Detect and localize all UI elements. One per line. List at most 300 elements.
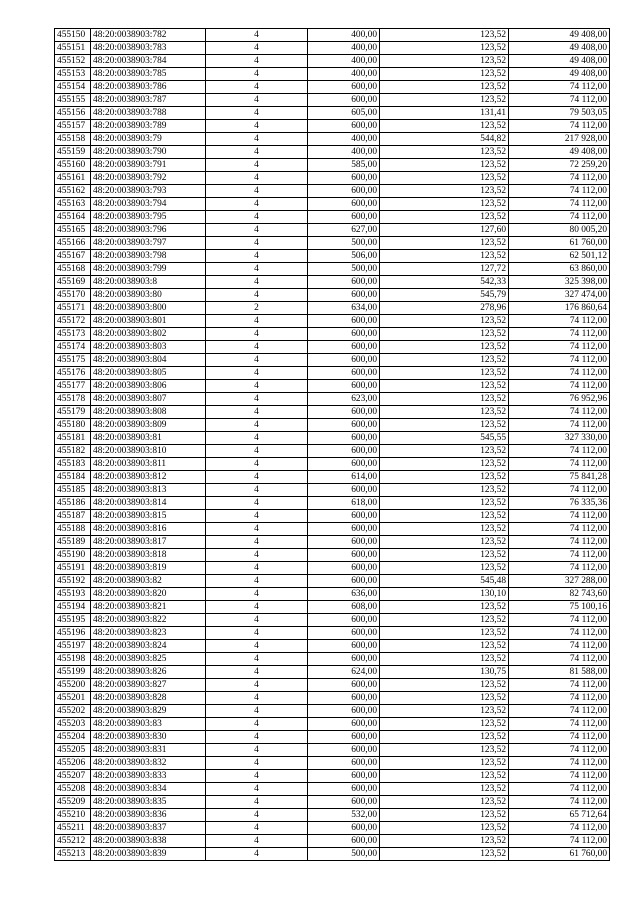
cadastral-number-cell: 48:20:0038903:799	[91, 263, 206, 276]
category-code-cell: 4	[206, 705, 308, 718]
cadastral-value-cell: 74 112,00	[509, 445, 610, 458]
table-row	[55, 510, 610, 523]
cadastral-number-cell: 48:20:0038903:825	[91, 653, 206, 666]
row-number-cell: 455169	[55, 276, 91, 289]
cadastral-value-cell: 72 259,20	[509, 159, 610, 172]
specific-value-cell: 123,52	[380, 627, 509, 640]
category-code-cell: 4	[206, 562, 308, 575]
specific-value-cell: 545,48	[380, 575, 509, 588]
category-code-cell: 4	[206, 601, 308, 614]
category-code-cell: 4	[206, 484, 308, 497]
row-number-cell: 455171	[55, 302, 91, 315]
row-number-cell: 455174	[55, 341, 91, 354]
table-row	[55, 692, 610, 705]
cadastral-value-cell: 76 952,96	[509, 393, 610, 406]
row-number-cell: 455150	[55, 29, 91, 42]
cadastral-number-cell: 48:20:0038903:81	[91, 432, 206, 445]
area-cell: 608,00	[308, 601, 380, 614]
row-number-cell: 455189	[55, 536, 91, 549]
area-cell: 600,00	[308, 718, 380, 731]
category-code-cell: 4	[206, 120, 308, 133]
specific-value-cell: 123,52	[380, 640, 509, 653]
row-number-cell: 455206	[55, 757, 91, 770]
cadastral-value-cell: 74 112,00	[509, 562, 610, 575]
table-row	[55, 250, 610, 263]
specific-value-cell: 123,52	[380, 393, 509, 406]
area-cell: 600,00	[308, 380, 380, 393]
specific-value-cell: 123,52	[380, 419, 509, 432]
cadastral-value-cell: 74 112,00	[509, 367, 610, 380]
cadastral-value-cell: 62 501,12	[509, 250, 610, 263]
table-row	[55, 497, 610, 510]
cadastral-value-cell: 74 112,00	[509, 94, 610, 107]
specific-value-cell: 123,52	[380, 523, 509, 536]
category-code-cell: 4	[206, 276, 308, 289]
specific-value-cell: 123,52	[380, 718, 509, 731]
specific-value-cell: 123,52	[380, 497, 509, 510]
cadastral-number-cell: 48:20:0038903:827	[91, 679, 206, 692]
table-row	[55, 848, 610, 861]
row-number-cell: 455203	[55, 718, 91, 731]
category-code-cell: 4	[206, 315, 308, 328]
table-row	[55, 445, 610, 458]
category-code-cell: 4	[206, 796, 308, 809]
row-number-cell: 455198	[55, 653, 91, 666]
area-cell: 600,00	[308, 367, 380, 380]
cadastral-number-cell: 48:20:0038903:836	[91, 809, 206, 822]
cadastral-number-cell: 48:20:0038903:811	[91, 458, 206, 471]
cadastral-number-cell: 48:20:0038903:795	[91, 211, 206, 224]
table-row	[55, 224, 610, 237]
table-row	[55, 354, 610, 367]
specific-value-cell: 123,52	[380, 198, 509, 211]
table-row	[55, 731, 610, 744]
cadastral-value-cell: 74 112,00	[509, 211, 610, 224]
area-cell: 600,00	[308, 835, 380, 848]
specific-value-cell: 123,52	[380, 510, 509, 523]
specific-value-cell: 123,52	[380, 757, 509, 770]
category-code-cell: 4	[206, 471, 308, 484]
cadastral-number-cell: 48:20:0038903:829	[91, 705, 206, 718]
specific-value-cell: 278,96	[380, 302, 509, 315]
cadastral-number-cell: 48:20:0038903:791	[91, 159, 206, 172]
specific-value-cell: 123,52	[380, 367, 509, 380]
cadastral-value-cell: 65 712,64	[509, 809, 610, 822]
category-code-cell: 4	[206, 367, 308, 380]
cadastral-value-cell: 74 112,00	[509, 796, 610, 809]
cadastral-value-cell: 74 112,00	[509, 341, 610, 354]
table-row	[55, 328, 610, 341]
row-number-cell: 455194	[55, 601, 91, 614]
category-code-cell: 4	[206, 419, 308, 432]
table-row	[55, 55, 610, 68]
specific-value-cell: 123,52	[380, 172, 509, 185]
specific-value-cell: 123,52	[380, 68, 509, 81]
row-number-cell: 455207	[55, 770, 91, 783]
specific-value-cell: 123,52	[380, 822, 509, 835]
area-cell: 618,00	[308, 497, 380, 510]
cadastral-value-cell: 74 112,00	[509, 653, 610, 666]
cadastral-number-cell: 48:20:0038903:83	[91, 718, 206, 731]
area-cell: 600,00	[308, 627, 380, 640]
cadastral-value-cell: 74 112,00	[509, 185, 610, 198]
specific-value-cell: 123,52	[380, 315, 509, 328]
cadastral-number-cell: 48:20:0038903:804	[91, 354, 206, 367]
area-cell: 500,00	[308, 848, 380, 861]
row-number-cell: 455176	[55, 367, 91, 380]
table-row	[55, 146, 610, 159]
category-code-cell: 4	[206, 94, 308, 107]
category-code-cell: 4	[206, 835, 308, 848]
category-code-cell: 4	[206, 341, 308, 354]
specific-value-cell: 123,52	[380, 328, 509, 341]
row-number-cell: 455167	[55, 250, 91, 263]
cadastral-number-cell: 48:20:0038903:809	[91, 419, 206, 432]
area-cell: 634,00	[308, 302, 380, 315]
category-code-cell: 4	[206, 211, 308, 224]
row-number-cell: 455175	[55, 354, 91, 367]
specific-value-cell: 123,52	[380, 250, 509, 263]
specific-value-cell: 123,52	[380, 55, 509, 68]
table-row	[55, 159, 610, 172]
table-row	[55, 432, 610, 445]
category-code-cell: 4	[206, 263, 308, 276]
area-cell: 600,00	[308, 445, 380, 458]
row-number-cell: 455153	[55, 68, 91, 81]
category-code-cell: 4	[206, 289, 308, 302]
specific-value-cell: 123,52	[380, 185, 509, 198]
row-number-cell: 455208	[55, 783, 91, 796]
cadastral-value-cell: 63 860,00	[509, 263, 610, 276]
table-row	[55, 81, 610, 94]
cadastral-number-cell: 48:20:0038903:785	[91, 68, 206, 81]
table-row	[55, 471, 610, 484]
row-number-cell: 455205	[55, 744, 91, 757]
category-code-cell: 4	[206, 185, 308, 198]
category-code-cell: 4	[206, 42, 308, 55]
cadastral-number-cell: 48:20:0038903:798	[91, 250, 206, 263]
table-row	[55, 211, 610, 224]
specific-value-cell: 123,52	[380, 471, 509, 484]
category-code-cell: 4	[206, 172, 308, 185]
cadastral-value-cell: 327 474,00	[509, 289, 610, 302]
row-number-cell: 455156	[55, 107, 91, 120]
row-number-cell: 455195	[55, 614, 91, 627]
cadastral-number-cell: 48:20:0038903:832	[91, 757, 206, 770]
cadastral-number-cell: 48:20:0038903:788	[91, 107, 206, 120]
table-row	[55, 523, 610, 536]
area-cell: 600,00	[308, 679, 380, 692]
area-cell: 600,00	[308, 562, 380, 575]
cadastral-value-cell: 74 112,00	[509, 718, 610, 731]
specific-value-cell: 123,52	[380, 146, 509, 159]
category-code-cell: 4	[206, 510, 308, 523]
specific-value-cell: 123,52	[380, 458, 509, 471]
cadastral-value-cell: 74 112,00	[509, 120, 610, 133]
table-row	[55, 263, 610, 276]
category-code-cell: 4	[206, 133, 308, 146]
specific-value-cell: 123,52	[380, 536, 509, 549]
area-cell: 600,00	[308, 328, 380, 341]
specific-value-cell: 542,33	[380, 276, 509, 289]
category-code-cell: 4	[206, 458, 308, 471]
table-row	[55, 679, 610, 692]
cadastral-number-cell: 48:20:0038903:813	[91, 484, 206, 497]
area-cell: 600,00	[308, 211, 380, 224]
table-row	[55, 640, 610, 653]
cadastral-value-cell: 74 112,00	[509, 484, 610, 497]
area-cell: 400,00	[308, 133, 380, 146]
area-cell: 600,00	[308, 744, 380, 757]
row-number-cell: 455193	[55, 588, 91, 601]
cadastral-number-cell: 48:20:0038903:8	[91, 276, 206, 289]
category-code-cell: 4	[206, 783, 308, 796]
row-number-cell: 455155	[55, 94, 91, 107]
cadastral-value-cell: 74 112,00	[509, 614, 610, 627]
table-row	[55, 809, 610, 822]
cadastral-value-cell: 49 408,00	[509, 29, 610, 42]
specific-value-cell: 123,52	[380, 601, 509, 614]
cadastral-value-cell: 74 112,00	[509, 835, 610, 848]
cadastral-number-cell: 48:20:0038903:801	[91, 315, 206, 328]
table-row	[55, 42, 610, 55]
category-code-cell: 4	[206, 757, 308, 770]
category-code-cell: 4	[206, 250, 308, 263]
category-code-cell: 4	[206, 640, 308, 653]
area-cell: 600,00	[308, 575, 380, 588]
area-cell: 585,00	[308, 159, 380, 172]
cadastral-value-cell: 74 112,00	[509, 523, 610, 536]
cadastral-number-cell: 48:20:0038903:807	[91, 393, 206, 406]
cadastral-number-cell: 48:20:0038903:782	[91, 29, 206, 42]
table-row	[55, 198, 610, 211]
table-row	[55, 562, 610, 575]
cadastral-value-cell: 74 112,00	[509, 770, 610, 783]
specific-value-cell: 123,52	[380, 94, 509, 107]
specific-value-cell: 123,52	[380, 81, 509, 94]
row-number-cell: 455163	[55, 198, 91, 211]
cadastral-value-cell: 74 112,00	[509, 679, 610, 692]
category-code-cell: 4	[206, 627, 308, 640]
specific-value-cell: 123,52	[380, 796, 509, 809]
category-code-cell: 4	[206, 29, 308, 42]
row-number-cell: 455160	[55, 159, 91, 172]
row-number-cell: 455178	[55, 393, 91, 406]
specific-value-cell: 123,52	[380, 705, 509, 718]
area-cell: 600,00	[308, 640, 380, 653]
specific-value-cell: 123,52	[380, 406, 509, 419]
area-cell: 600,00	[308, 458, 380, 471]
specific-value-cell: 123,52	[380, 211, 509, 224]
area-cell: 600,00	[308, 731, 380, 744]
row-number-cell: 455187	[55, 510, 91, 523]
cadastral-number-cell: 48:20:0038903:787	[91, 94, 206, 107]
cadastral-value-cell: 79 503,05	[509, 107, 610, 120]
area-cell: 600,00	[308, 172, 380, 185]
category-code-cell: 4	[206, 406, 308, 419]
cadastral-number-cell: 48:20:0038903:797	[91, 237, 206, 250]
area-cell: 636,00	[308, 588, 380, 601]
cadastral-value-cell: 327 330,00	[509, 432, 610, 445]
cadastral-number-cell: 48:20:0038903:830	[91, 731, 206, 744]
area-cell: 600,00	[308, 289, 380, 302]
cadastral-value-cell: 217 928,00	[509, 133, 610, 146]
row-number-cell: 455190	[55, 549, 91, 562]
cadastral-value-cell: 49 408,00	[509, 42, 610, 55]
table-row	[55, 419, 610, 432]
cadastral-number-cell: 48:20:0038903:815	[91, 510, 206, 523]
cadastral-value-cell: 74 112,00	[509, 705, 610, 718]
cadastral-value-cell: 74 112,00	[509, 510, 610, 523]
cadastral-value-cell: 74 112,00	[509, 640, 610, 653]
cadastral-number-cell: 48:20:0038903:833	[91, 770, 206, 783]
cadastral-number-cell: 48:20:0038903:819	[91, 562, 206, 575]
category-code-cell: 4	[206, 692, 308, 705]
table-row	[55, 796, 610, 809]
area-cell: 400,00	[308, 55, 380, 68]
cadastral-number-cell: 48:20:0038903:838	[91, 835, 206, 848]
cadastral-number-cell: 48:20:0038903:82	[91, 575, 206, 588]
category-code-cell: 4	[206, 679, 308, 692]
row-number-cell: 455166	[55, 237, 91, 250]
table-row	[55, 367, 610, 380]
specific-value-cell: 545,79	[380, 289, 509, 302]
cadastral-number-cell: 48:20:0038903:814	[91, 497, 206, 510]
cadastral-value-cell: 49 408,00	[509, 55, 610, 68]
cadastral-number-cell: 48:20:0038903:831	[91, 744, 206, 757]
table-row	[55, 666, 610, 679]
category-code-cell: 4	[206, 523, 308, 536]
row-number-cell: 455197	[55, 640, 91, 653]
area-cell: 400,00	[308, 42, 380, 55]
row-number-cell: 455213	[55, 848, 91, 861]
row-number-cell: 455173	[55, 328, 91, 341]
table-row	[55, 705, 610, 718]
cadastral-value-cell: 61 760,00	[509, 237, 610, 250]
cadastral-value-cell: 74 112,00	[509, 458, 610, 471]
category-code-cell: 4	[206, 549, 308, 562]
table-row	[55, 302, 610, 315]
cadastral-value-cell: 80 005,20	[509, 224, 610, 237]
table-row	[55, 575, 610, 588]
category-code-cell: 4	[206, 666, 308, 679]
category-code-cell: 4	[206, 198, 308, 211]
area-cell: 600,00	[308, 120, 380, 133]
area-cell: 600,00	[308, 198, 380, 211]
category-code-cell: 4	[206, 575, 308, 588]
category-code-cell: 4	[206, 224, 308, 237]
cadastral-number-cell: 48:20:0038903:803	[91, 341, 206, 354]
row-number-cell: 455180	[55, 419, 91, 432]
cadastral-value-cell: 74 112,00	[509, 406, 610, 419]
area-cell: 600,00	[308, 614, 380, 627]
cadastral-value-cell: 74 112,00	[509, 198, 610, 211]
row-number-cell: 455151	[55, 42, 91, 55]
cadastral-value-cell: 82 743,60	[509, 588, 610, 601]
category-code-cell: 4	[206, 432, 308, 445]
table-row	[55, 120, 610, 133]
cadastral-number-cell: 48:20:0038903:812	[91, 471, 206, 484]
area-cell: 600,00	[308, 484, 380, 497]
cadastral-value-table	[54, 28, 610, 861]
table-row	[55, 315, 610, 328]
table-row	[55, 133, 610, 146]
cadastral-number-cell: 48:20:0038903:794	[91, 198, 206, 211]
row-number-cell: 455211	[55, 822, 91, 835]
cadastral-number-cell: 48:20:0038903:820	[91, 588, 206, 601]
area-cell: 623,00	[308, 393, 380, 406]
cadastral-number-cell: 48:20:0038903:789	[91, 120, 206, 133]
specific-value-cell: 123,52	[380, 835, 509, 848]
area-cell: 600,00	[308, 757, 380, 770]
specific-value-cell: 123,52	[380, 770, 509, 783]
table-row	[55, 185, 610, 198]
cadastral-number-cell: 48:20:0038903:839	[91, 848, 206, 861]
table-row	[55, 601, 610, 614]
table-row	[55, 458, 610, 471]
specific-value-cell: 545,55	[380, 432, 509, 445]
area-cell: 600,00	[308, 796, 380, 809]
specific-value-cell: 123,52	[380, 848, 509, 861]
table-row	[55, 380, 610, 393]
cadastral-value-cell: 74 112,00	[509, 328, 610, 341]
cadastral-number-cell: 48:20:0038903:796	[91, 224, 206, 237]
cadastral-number-cell: 48:20:0038903:806	[91, 380, 206, 393]
cadastral-number-cell: 48:20:0038903:783	[91, 42, 206, 55]
category-code-cell: 4	[206, 848, 308, 861]
specific-value-cell: 123,52	[380, 237, 509, 250]
specific-value-cell: 123,52	[380, 809, 509, 822]
area-cell: 600,00	[308, 81, 380, 94]
category-code-cell: 4	[206, 770, 308, 783]
cadastral-number-cell: 48:20:0038903:790	[91, 146, 206, 159]
area-cell: 400,00	[308, 68, 380, 81]
area-cell: 400,00	[308, 146, 380, 159]
category-code-cell: 4	[206, 68, 308, 81]
row-number-cell: 455161	[55, 172, 91, 185]
row-number-cell: 455164	[55, 211, 91, 224]
cadastral-value-cell: 75 841,28	[509, 471, 610, 484]
area-cell: 600,00	[308, 549, 380, 562]
table-row	[55, 588, 610, 601]
row-number-cell: 455188	[55, 523, 91, 536]
area-cell: 600,00	[308, 705, 380, 718]
cadastral-value-cell: 74 112,00	[509, 627, 610, 640]
row-number-cell: 455204	[55, 731, 91, 744]
cadastral-number-cell: 48:20:0038903:822	[91, 614, 206, 627]
row-number-cell: 455154	[55, 81, 91, 94]
area-cell: 600,00	[308, 341, 380, 354]
table-row	[55, 172, 610, 185]
document-page	[54, 28, 610, 861]
category-code-cell: 4	[206, 55, 308, 68]
area-cell: 600,00	[308, 523, 380, 536]
category-code-cell: 4	[206, 81, 308, 94]
table-row	[55, 549, 610, 562]
specific-value-cell: 123,52	[380, 484, 509, 497]
cadastral-number-cell: 48:20:0038903:786	[91, 81, 206, 94]
specific-value-cell: 123,52	[380, 549, 509, 562]
specific-value-cell: 127,60	[380, 224, 509, 237]
table-row	[55, 770, 610, 783]
specific-value-cell: 123,52	[380, 29, 509, 42]
row-number-cell: 455152	[55, 55, 91, 68]
category-code-cell: 4	[206, 380, 308, 393]
table-row	[55, 484, 610, 497]
area-cell: 600,00	[308, 315, 380, 328]
specific-value-cell: 127,72	[380, 263, 509, 276]
category-code-cell: 4	[206, 588, 308, 601]
